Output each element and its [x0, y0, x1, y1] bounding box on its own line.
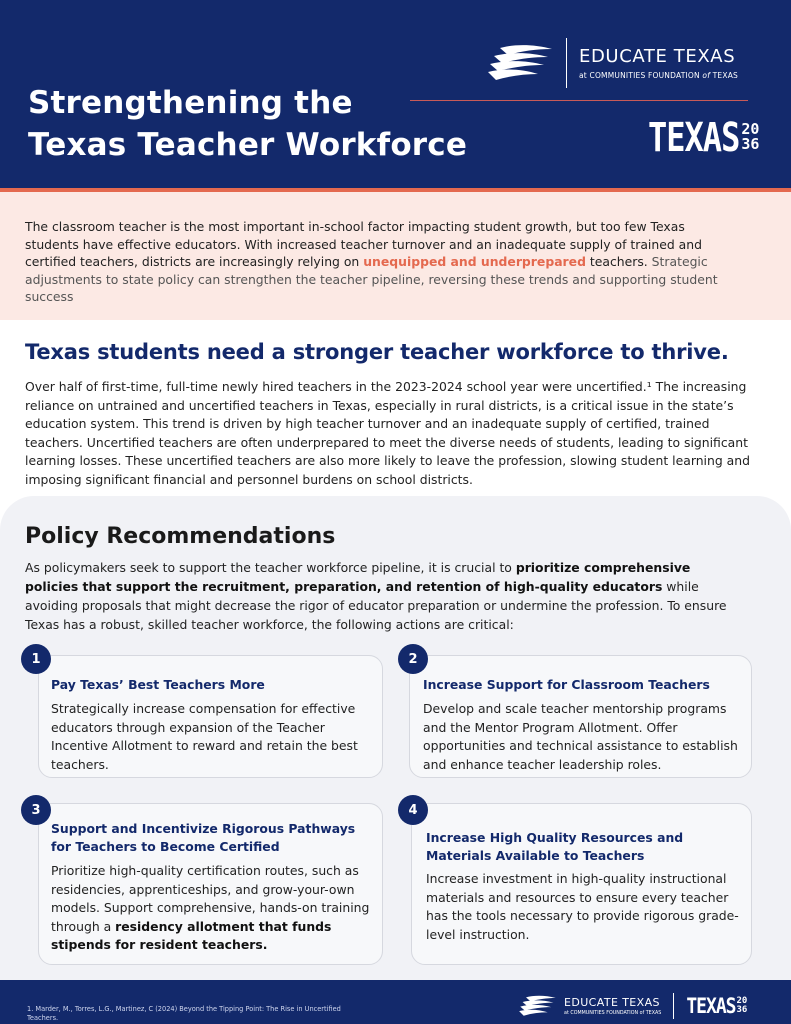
footer-educate-texas-wordmark [564, 996, 661, 1016]
intro-part-2: teachers. [585, 254, 652, 270]
recommendation-body-2: Develop and scale teacher mentorship programs and the Mentor Program Allotment. Offer opportunities and technical assistance to establish and enhance teacher leadership roles. [423, 701, 738, 772]
policy-heading: Policy Recommendations [25, 524, 336, 549]
recommendation-title-4: Increase High Quality Resources and Materials Available to Teachers [426, 830, 684, 863]
footer-logo-subtitle: at COMMUNITIES FOUNDATION of TEXAS [564, 1011, 662, 1016]
recommendation-number-1: 1 [21, 644, 51, 674]
intro-part-3: Strategic adjustments to state policy can strengthen the teacher pipeline, reversing these trends and supporting student success [25, 254, 718, 305]
recommendation-title-3: Support and Incentivize Rigorous Pathways for Teachers to Become Certified [51, 821, 356, 854]
footnote: 1. Marder, M., Torres, L.G., Martinez, C (2024) Beyond the Tipping Point: The Rise in Uncertified Teachers. [27, 1005, 341, 1022]
educate-texas-wordmark [579, 46, 738, 80]
intro-paragraph [25, 218, 737, 306]
footer-texas-2036-num-top: 20 [736, 996, 748, 1006]
policy-intro-bold: prioritize comprehensive policies that support the recruitment, preparation, and retention of high-quality educators [25, 560, 691, 594]
policy-intro-part-1: As policymakers seek to support the teacher workforce pipeline, it is crucial to [25, 560, 516, 575]
footer-logo-separator [673, 993, 674, 1019]
educate-texas-subtitle [579, 71, 738, 80]
recommendation-body-1: Strategically increase compensation for effective educators through expansion of the Teacher Incentive Allotment to reward and retain the best teachers. [51, 701, 358, 772]
page-title-line-2: Texas Teacher Workforce [28, 127, 468, 163]
recommendation-number-2: 2 [398, 644, 428, 674]
recommendation-title-2: Increase Support for Classroom Teachers [423, 677, 710, 692]
educate-texas-name: EDUCATE TEXAS [579, 46, 736, 67]
page-title [28, 82, 548, 166]
texas-2036-num-top: 20 [741, 120, 760, 138]
policy-intro [25, 558, 745, 634]
footer-wing-icon [518, 994, 558, 1018]
footer-texas-2036-num-bottom: 36 [736, 1005, 748, 1015]
recommendation-number-3: 3 [21, 795, 51, 825]
intro-highlight: unequipped and underprepared [363, 254, 586, 270]
texas-2036-word: TEXAS [648, 113, 740, 161]
educate-texas-logo [486, 38, 738, 88]
texas-2036-number [741, 122, 759, 152]
section-body: Over half of first-time, full-time newly hired teachers in the 2023-2024 school year were uncertified.¹ The increasing reliance on untrained and uncertified teachers in Texas, especially in rural districts, is a critical issue in the state’s education system. This trend is driven by high teacher turnover and an inadequate supply of certified, trained teachers. Uncertified teachers are often underprepared to meet the diverse needs of students, leading to significant learning losses. These uncertified teachers are also more likely to leave the profession, slowing student learning and imposing significant financial and personnel burdens on school districts. [25, 379, 750, 487]
policy-intro-part-2: while avoiding proposals that might decrease the rigor of educator preparation or undermine the profession. To ensure Texas has a robust, skilled teacher workforce, the following actions are critical: [25, 579, 727, 632]
footer-texas-2036-logo [686, 993, 748, 1019]
subtitle-suffix: TEXAS [712, 71, 738, 80]
recommendation-body-3 [51, 862, 373, 955]
recommendation-body-3-text: Prioritize high-quality certification routes, such as residencies, apprenticeships, and grow-your-own models. Support comprehensive, hands-on training through a [51, 863, 370, 934]
subtitle-prefix: at COMMUNITIES FOUNDATION [579, 71, 700, 80]
logo-separator [566, 38, 567, 88]
recommendation-body-4: Increase investment in high-quality instructional materials and resources to ensure every teacher has the tools necessary to provide rigorous grade-level instruction. [426, 871, 739, 942]
recommendation-title-1: Pay Texas’ Best Teachers More [51, 677, 265, 692]
subtitle-of: of [702, 71, 711, 80]
intro-band [0, 192, 791, 320]
texas-2036-num-bottom: 36 [741, 135, 760, 153]
texas-2036-logo [648, 113, 760, 161]
header-divider [410, 100, 748, 101]
intro-part-1: The classroom teacher is the most important in-school factor impacting student growth, but too few Texas students have effective educators. With increased teacher turnover and an inadequate supply of trained and certified teachers, districts are increasingly relying on [25, 219, 702, 270]
educate-texas-wing-icon [486, 42, 556, 84]
page-title-line-1: Strengthening the [28, 85, 353, 121]
footer-logos [518, 993, 747, 1019]
footer-texas-2036-word: TEXAS [686, 993, 736, 1019]
footer-logo-name: EDUCATE TEXAS [564, 996, 660, 1009]
recommendation-body-3-bold: residency allotment that funds stipends for resident teachers. [51, 918, 332, 953]
recommendation-number-4: 4 [398, 795, 428, 825]
section-heading: Texas students need a stronger teacher workforce to thrive. [25, 340, 729, 364]
footer-texas-2036-number [737, 997, 748, 1015]
